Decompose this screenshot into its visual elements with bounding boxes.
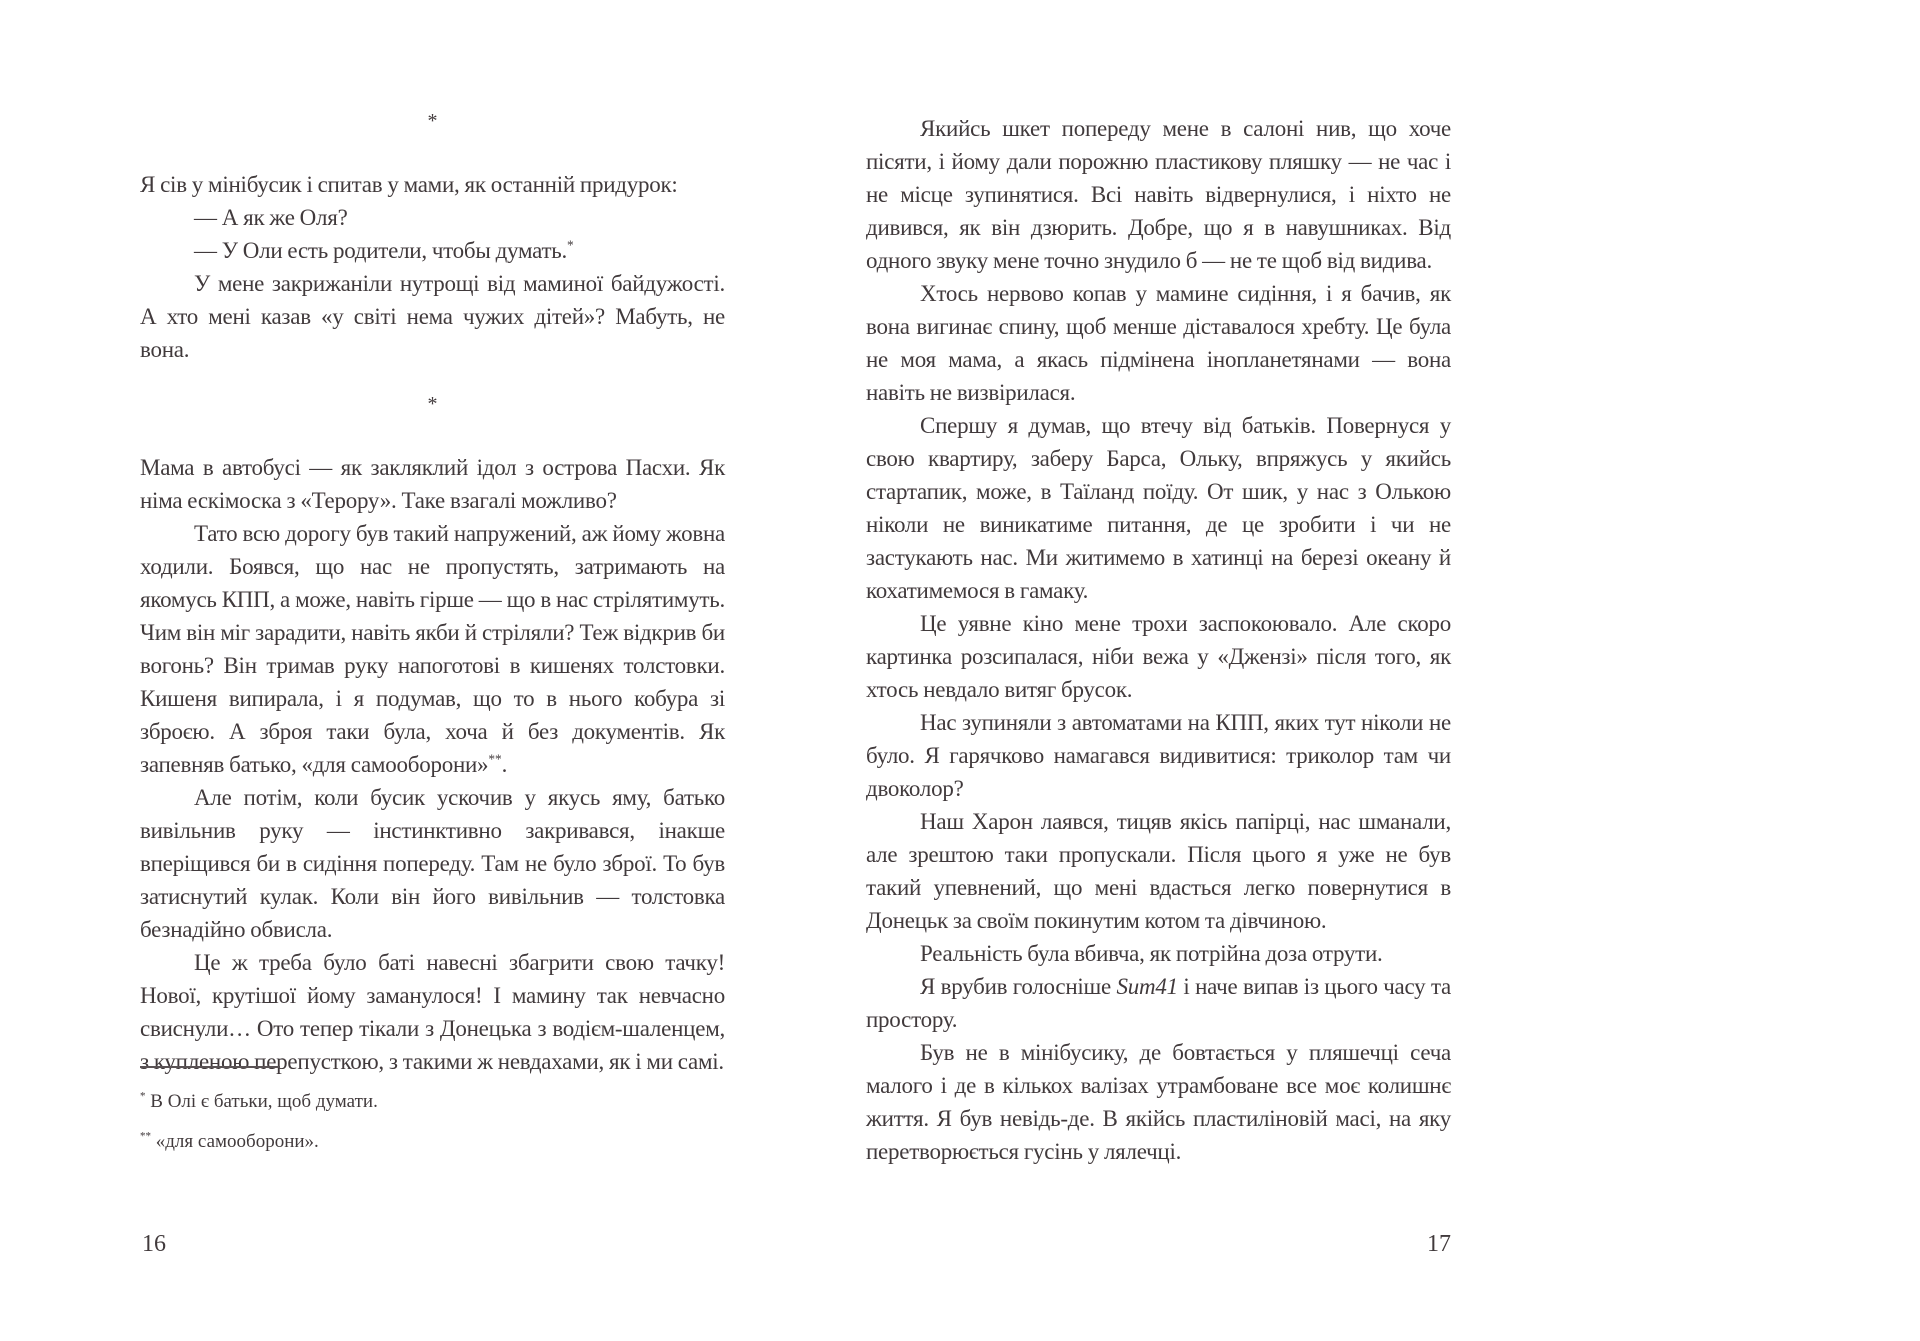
paragraph: Нас зупиняли з автоматами на КПП, яких тут ніколи не було. Я гарячково намагався видивитися: триколор там чи двоколор? [866,710,1451,801]
footnote-marker: * [140,1090,146,1103]
page-number-right: 17 [1427,1231,1451,1257]
page-number-left: 16 [142,1231,166,1257]
scene-break-asterisk: * [427,110,438,132]
paragraph: Мама в автобусі — як закляклий ідол з острова Пасхи. Як німа ескімоска з «Терору». Таке взагалі можливо? [140,455,725,513]
paragraph: Тато всю дорогу був такий напружений, аж йому жовна ходили. Боявся, що нас не пропустять, затримають на якомусь КПП, а може, навіть гірше — що в нас стрілятимуть. Чим він міг зарадити, навіть якби й стріляли? Теж відкрив би вогонь? Він тримав руку напоготові в кишенях толстовки. Кишеня випирала, і я подумав, що то в нього кобура зі зброєю. А зброя таки була, хоча й без документів. Як запевняв батько, «для самооборони»**. [140,521,725,777]
paragraph: Але потім, коли бусик ускочив у якусь яму, батько вивільнив руку — інстинктивно закривався, інакше вперіщився би в сидіння попереду. Там не було зброї. То був затиснутий кулак. Коли він його вивільнив — толстовка безнадійно обвисла. [140,785,725,942]
footnotes [140,1088,725,1155]
footnote-block [140,1066,725,1168]
footnote-marker: ** [140,1130,152,1143]
paragraph: У мене закрижаніли нутрощі від маминої байдужості. А хто мені казав «у світі нема чужих дітей»? Мабуть, не вона. [140,271,725,362]
paragraph: Хтось нервово копав у мамине сидіння, і я бачив, як вона вигинає спину, щоб менше діставалося хребту. Це була не моя мама, а якась підмінена інопланетянами — вона навіть не визвірилася. [866,281,1451,405]
paragraph: Це уявне кіно мене трохи заспокоювало. Але скоро картинка розсипалася, ніби вежа у «Джензі» після того, як хтось невдало витяг брусок. [866,611,1451,702]
paragraph: — А як же Оля? [194,205,348,230]
paragraph: Я сів у мінібусик і спитав у мами, як останній придурок: [140,172,678,197]
page-left-text-column [140,105,725,1078]
footnote-separator-rule [140,1066,280,1068]
paragraph: Це ж треба було баті навесні збагрити свою тачку! Нової, крутішої йому заманулося! І мамину так невчасно свиснули… Ото тепер тікали з Донецька з водієм-шаленцем, з купленою перепусткою, з такими ж невдахами, як і ми самі. [140,950,725,1074]
paragraph: Я врубив голосніше Sum41 і наче випав із цього часу та простору. [866,974,1451,1032]
paragraph: Якийсь шкет попереду мене в салоні нив, що хоче пісяти, і йому дали порожню пластикову пляшку — не час і не місце зупинятися. Всі навіть відвернулися, і ніхто не дивився, як він дзюрить. Добре, що я в навушниках. Від одного звуку мене точно знудило б — не те щоб від видива. [866,116,1451,273]
scene-break-asterisk: * [427,393,438,415]
paragraph: Був не в мінібусику, де бовтається у пляшечці сеча малого і де в кількох валізах утрамбоване все моє колишнє життя. Я був невідь-де. В якійсь пластиліновій масі, на яку перетворюється гусінь у лялечці. [866,1040,1451,1164]
paragraph: — У Оли есть родители, чтобы думать.* [194,237,574,263]
paragraph: Наш Харон лаявся, тицяв якісь папірці, нас шманали, але зрештою таки пропускали. Після цього я уже не був такий упевнений, що мені вдасться легко повернутися в Донецьк за своїм покинутим котом та дівчиною. [866,809,1451,933]
footnote: ** «для самооборони». [140,1130,319,1152]
paragraph: Реальність була вбивча, як потрійна доза отрути. [920,941,1383,966]
paragraph: Спершу я думав, що втечу від батьків. Повернуся у свою квартиру, заберу Барса, Ольку, впряжусь у якийсь стартапик, може, в Таїланд поїду. От шик, у нас з Олькою ніколи не виникатиме питання, де це зробити і чи не застукають нас. Ми житимемо в хатинці на березі океану й кохатимемося в гамаку. [866,413,1451,603]
footnote: * В Олі є батьки, щоб думати. [140,1090,378,1112]
page-right-text-column [866,112,1451,1168]
